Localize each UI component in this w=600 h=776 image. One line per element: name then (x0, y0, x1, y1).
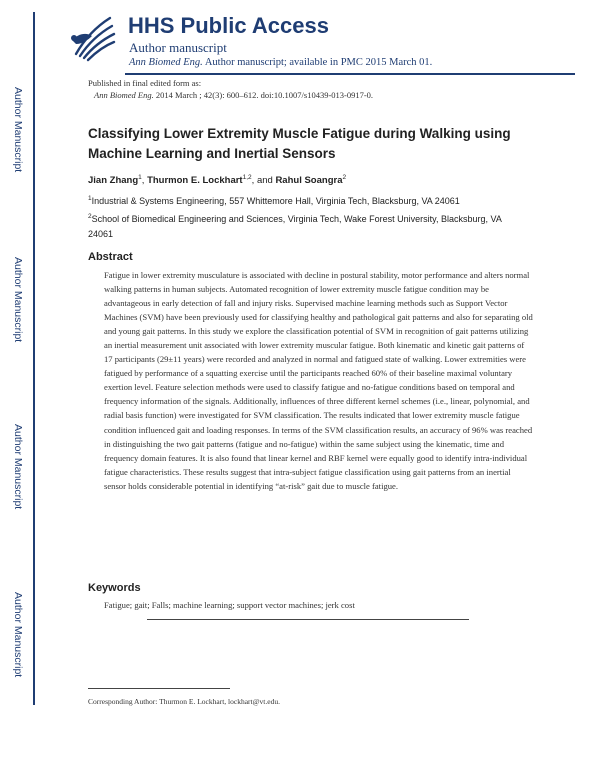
side-label-author-manuscript: Author Manuscript (12, 592, 24, 678)
header-divider (125, 73, 575, 75)
affiliation-2 (88, 209, 508, 242)
citation-journal: Ann Biomed Eng. (94, 90, 154, 100)
availability-text: Author manuscript; available in PMC 2015 March 01. (204, 57, 433, 68)
publication-note (88, 77, 373, 101)
paper-title: Classifying Lower Extremity Muscle Fatigue during Walking using Machine Learning and Inertial Sensors (88, 126, 511, 161)
author-name: Rahul Soangra (275, 175, 343, 187)
journal-name: Ann Biomed Eng. (129, 57, 203, 68)
author-list: Jian Zhang$^1$, Thurmon E. Lockhart$^{1,2}$, and Rahul Soangra$^2$ (88, 174, 347, 187)
abstract-text: Fatigue in lower extremity musculature is associated with decline in postural stability, motor performance and alters normal walking patterns in human subjects. Automated recognition of lower extremity muscle fatigue condition may be advantageous in early detection of fall and injury risks. Supervised machine learning methods such as Support Vector Machines (SVM) have been previously used for classifying healthy and pathological gait patterns and also for separating old and young gait patterns. In this study we explore the classification potential of SVM in recognition of gait patterns utilizing an inertial measurement unit associated with lower extremity muscular fatigue. Both kinematic and kinetic gait patterns of 17 participants (29±11 years) were recorded and analyzed in normal and fatigued state of walking. Lower extremities were fatigued by performance of a squatting exercise until the participants reached 60% of their baseline maximal voluntary exertion level. Feature selection methods were used to classify fatigue and no-fatigue conditions based on temporal and frequency information of the signals. Additionally, influences of three different kernel schemes (i.e., linear, polynomial, and radial basis function) were investigated for SVM classification. The results indicated that lower extremity muscle fatigue condition influenced gait and loading responses. In terms of the SVM classification results, an accuracy of 96% was reached in distinguishing the two gait patterns (fatigue and no-fatigue) within the same subject using the kinematic, time and frequency domain features. It is also found that linear kernel and RBF kernel were equally good to identify intra-individual fatigue characteristics. These results suggest that intra-subject fatigue classification using gait patterns from an inertial sensor holds considerable potential in identifying “at-risk” gait due to muscle fatigue. (104, 270, 533, 491)
keywords-divider (147, 619, 469, 620)
affil-text: Industrial & Systems Engineering, 557 Whittemore Hall, Virginia Tech, Blacksburg, VA 24061 (91, 196, 460, 206)
affil-text: School of Biomedical Engineering and Sciences, Virginia Tech, Wake Forest University, Blacksburg, VA 24061 (88, 214, 502, 239)
author-affil-sup: 1,2 (242, 174, 252, 181)
author-name: Thurmon E. Lockhart (147, 175, 243, 187)
corresponding-author-footnote: Corresponding Author: Thurmon E. Lockhart, lockhart@vt.edu. (88, 697, 280, 706)
author-connector: and (256, 175, 273, 187)
availability-line (129, 57, 432, 68)
keywords-heading: Keywords (88, 582, 141, 594)
side-divider (33, 12, 35, 705)
author-name: Jian Zhang (88, 175, 139, 187)
side-label-author-manuscript: Author Manuscript (12, 257, 24, 343)
side-label-author-manuscript: Author Manuscript (12, 424, 24, 510)
author-affil-sup: 1 (138, 174, 142, 181)
author-manuscript-label: Author manuscript (129, 40, 227, 55)
keywords-text: Fatigue; gait; Falls; machine learning; support vector machines; jerk cost (104, 600, 355, 610)
author-affil-sup: 2 (342, 174, 347, 181)
citation-detail: 2014 March ; 42(3): 600–612. doi:10.1007/s10439-013-0917-0. (155, 90, 374, 100)
footnote-divider (88, 688, 230, 689)
affil-sup: 2 (88, 213, 92, 220)
hhs-title: HHS Public Access (128, 13, 329, 38)
side-label-author-manuscript: Author Manuscript (12, 87, 24, 173)
abstract-heading: Abstract (88, 251, 133, 263)
affiliation-1 (88, 191, 460, 209)
published-note: Published in final edited form as: (88, 78, 202, 88)
citation (88, 89, 373, 101)
affil-sup: 1 (88, 195, 92, 202)
hhs-eagle-logo-icon (66, 10, 118, 64)
